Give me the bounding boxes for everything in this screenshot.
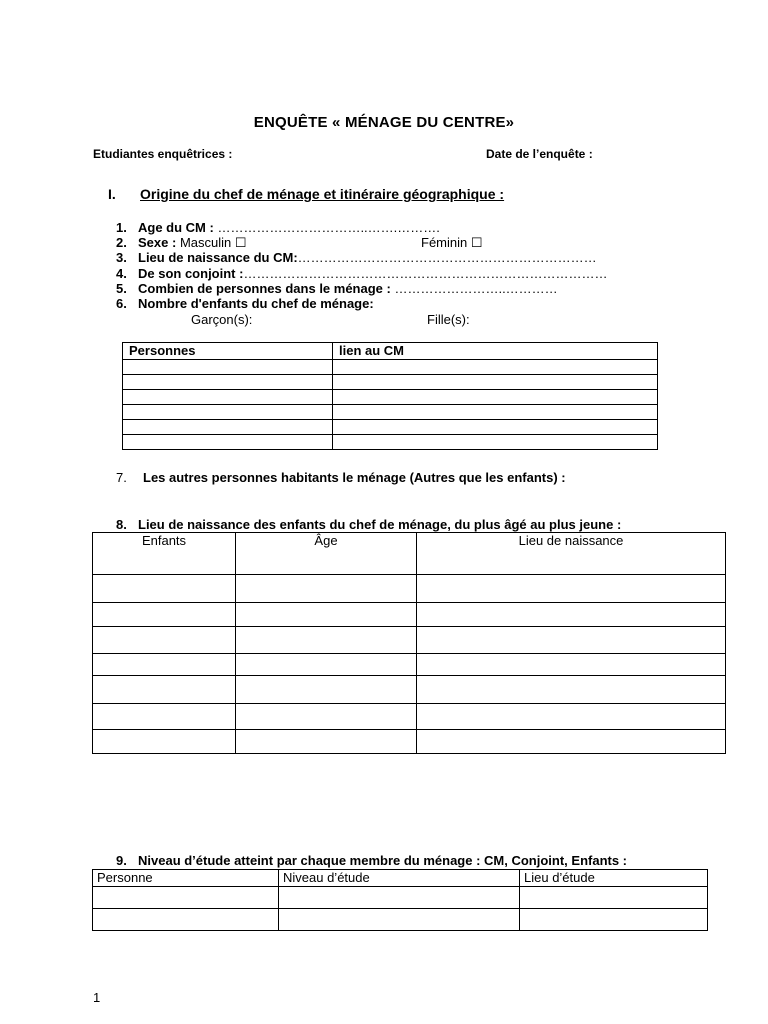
table-row [123,375,658,390]
question-number: 2. [116,235,127,250]
survey-date-label: Date de l’enquête : [486,147,593,161]
question-age [116,220,440,236]
question-label: Niveau d’étude atteint par chaque membre du ménage : CM, Conjoint, Enfants : [138,853,628,868]
table-row [123,435,658,450]
column-header-birthplace: Lieu de naissance [417,533,726,575]
question-number: 5. [116,281,127,296]
question-label: Les autres personnes habitants le ménage (Autres que les enfants) : [143,470,566,485]
table-row [93,676,726,704]
question-label: De son conjoint : [138,266,244,281]
empty-cell[interactable] [333,420,658,435]
question-number: 8. [116,517,127,532]
table-row [93,627,726,654]
empty-cell[interactable] [417,603,726,627]
table-row [123,405,658,420]
empty-cell[interactable] [93,730,236,754]
table-row [93,887,708,909]
empty-cell[interactable] [236,654,417,676]
question-children-count [116,296,374,312]
answer-dots: ………………………………………………………………………… [243,266,608,281]
question-education-level [116,853,627,869]
question-number: 9. [116,853,127,868]
empty-cell[interactable] [123,435,333,450]
empty-cell[interactable] [333,435,658,450]
table-row [123,420,658,435]
empty-cell[interactable] [279,909,520,931]
question-number: 3. [116,250,127,265]
empty-cell[interactable] [93,654,236,676]
option-masculin[interactable]: Masculin ☐ [179,235,247,250]
empty-cell[interactable] [333,375,658,390]
column-header-person: Personne [93,870,279,887]
empty-cell[interactable] [123,420,333,435]
empty-cell[interactable] [93,603,236,627]
empty-cell[interactable] [236,704,417,730]
empty-cell[interactable] [93,676,236,704]
empty-cell[interactable] [236,603,417,627]
household-persons-table [122,342,658,450]
table-row [93,704,726,730]
empty-cell[interactable] [93,704,236,730]
empty-cell[interactable] [123,375,333,390]
column-header-persons: Personnes [123,343,333,360]
empty-cell[interactable] [236,575,417,603]
empty-cell[interactable] [236,730,417,754]
section-title-text: Origine du chef de ménage et itinéraire géographique : [140,186,505,202]
children-birthplace-table [92,532,726,754]
empty-cell[interactable] [93,627,236,654]
question-number: 4. [116,266,127,281]
option-feminin[interactable]: Féminin ☐ [421,235,483,250]
empty-cell[interactable] [93,887,279,909]
students-label: Etudiantes enquêtrices : [93,147,233,161]
empty-cell[interactable] [417,575,726,603]
empty-cell[interactable] [333,405,658,420]
empty-cell[interactable] [236,676,417,704]
empty-cell[interactable] [123,360,333,375]
answer-dots: ……………………..………… [390,281,558,296]
document-title: ENQUÊTE « MÉNAGE DU CENTRE» [253,114,515,131]
table-row [93,603,726,627]
question-label: Age du CM : [138,220,214,235]
column-header-age: Âge [236,533,417,575]
column-header-children: Enfants [93,533,236,575]
answer-dots: ……………………………..…….………. [213,220,440,235]
page-number: 1 [93,990,101,1005]
question-label: Combien de personnes dans le ménage : [138,281,391,296]
empty-cell[interactable] [417,676,726,704]
empty-cell[interactable] [333,390,658,405]
empty-cell[interactable] [236,627,417,654]
table-row [93,909,708,931]
question-label: Nombre d'enfants du chef de ménage: [138,296,374,311]
empty-cell[interactable] [520,909,708,931]
question-household-size [116,281,558,297]
section-number: I. [108,186,116,202]
question-children-birthplace [116,517,621,533]
table-row [93,654,726,676]
empty-cell[interactable] [417,704,726,730]
empty-cell[interactable] [417,627,726,654]
column-header-study-place: Lieu d’étude [520,870,708,887]
empty-cell[interactable] [417,654,726,676]
table-row [123,390,658,405]
question-spouse [116,266,607,282]
question-number: 7. [116,470,127,485]
girls-label: Fille(s): [427,312,470,327]
question-sex [116,235,247,251]
education-table [92,869,708,931]
empty-cell[interactable] [333,360,658,375]
boys-label: Garçon(s): [191,312,253,327]
table-row [93,575,726,603]
question-number: 1. [116,220,127,235]
empty-cell[interactable] [279,887,520,909]
empty-cell[interactable] [520,887,708,909]
question-number: 6. [116,296,127,311]
question-label: Lieu de naissance du CM: [138,250,298,265]
column-header-education-level: Niveau d’étude [279,870,520,887]
empty-cell[interactable] [417,730,726,754]
answer-dots: …………………………………………………………… [297,250,597,265]
empty-cell[interactable] [123,390,333,405]
empty-cell[interactable] [93,575,236,603]
table-row [123,360,658,375]
section-title [140,186,504,202]
column-header-relation: lien au CM [333,343,658,360]
question-label: Lieu de naissance des enfants du chef de ménage, du plus âgé au plus jeune : [138,517,622,532]
empty-cell[interactable] [93,909,279,931]
question-label: Sexe : [138,235,177,250]
table-row [93,730,726,754]
question-birthplace [116,250,597,266]
question-other-persons [116,470,566,486]
empty-cell[interactable] [123,405,333,420]
